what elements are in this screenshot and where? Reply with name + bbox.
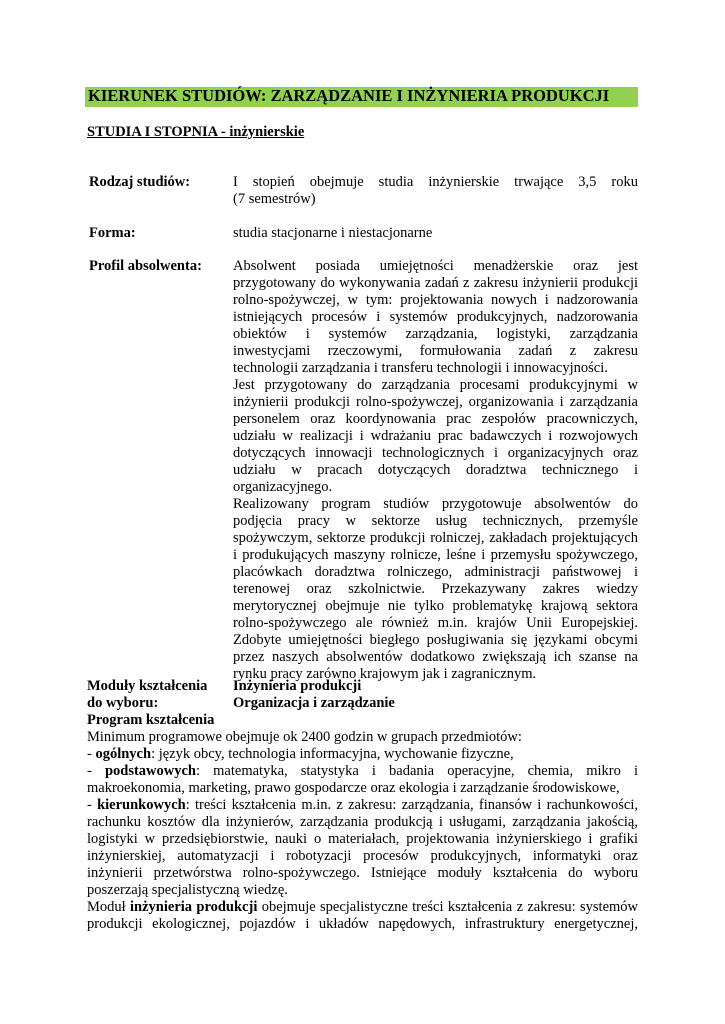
modul-prefix: Moduł: [87, 899, 131, 915]
podstawowe-term: podstawowych: [104, 763, 196, 779]
ogolne-text: : język obcy, technologia informacyjna, wychowanie fizyczne,: [151, 746, 514, 762]
profil-line: rolno-spożywczego ale również m.in. krajów Unii Europejskiej.: [233, 615, 638, 631]
kierunkowe-line: inżynierskiej, automatyzacji i robotyzacji procesów produkcyjnych, informatyki oraz: [87, 848, 638, 864]
profil-line: obiektów i systemów zarządzania, logistyki, zarządzania: [233, 326, 638, 342]
kierunkowe-text: : treści kształcenia m.in. z zakresu: zarządzania, finansów i rachunkowości,: [185, 797, 638, 813]
kierunkowe-line: inżynierii przetwórstwa rolno-spożywczego. Istniejące moduły kształcenia do wyboru: [87, 865, 638, 881]
kierunkowe-last: poszerzają specjalistyczną wiedzę.: [87, 882, 288, 898]
ogolne-line: [87, 746, 638, 763]
rodzaj-value: [233, 174, 638, 208]
profil-line: rolno-spożywczej, w tym: projektowania nowych i nadzorowania: [233, 292, 638, 308]
forma-label: Forma:: [89, 225, 136, 241]
profil-line: inżynierii produkcji rolno-spożywczej, organizowania i zarządzania: [233, 394, 638, 410]
modul-term: inżynieria produkcji: [130, 899, 258, 915]
profil-line: terenowej oraz szkolnictwie. Przekazywany zakres wiedzy: [233, 581, 638, 597]
profil-line: placówkach doradztwa rolniczego, administracji państwowej i: [233, 564, 638, 580]
ogolne-term: ogólnych: [95, 746, 152, 762]
profil-line: inwestycjami rzeczowymi, formułowania zadań z zakresu: [233, 343, 638, 359]
profil-line: rynku pracy zarówno krajowym jak i zagranicznym.: [233, 666, 537, 682]
modul-line: [87, 899, 638, 916]
bullet-dash: -: [87, 763, 105, 779]
bullet-dash: -: [87, 746, 96, 762]
modul-inzynieria: Inżynieria produkcji: [233, 678, 362, 694]
program-heading: Program kształcenia: [87, 712, 215, 728]
podstawowe-text: : matematyka, statystyka i badania operacyjne, chemia, mikro i: [196, 763, 638, 779]
page-subtitle: STUDIA I STOPNIA - inżynierskie: [87, 124, 305, 140]
profil-line: Zdobyte umiejętności biegłego posługiwania się językami obcymi: [233, 632, 638, 648]
bullet-dash: -: [87, 797, 98, 813]
profil-line: udziału w realizacji i wdrażaniu prac badawczych i rozwojowych: [233, 428, 638, 444]
profil-line: personelem oraz koordynowania prac zespołów pracowniczych,: [233, 411, 638, 427]
profil-line: organizacyjnego.: [233, 479, 333, 495]
profil-line: Jest przygotowany do zarządzania procesami produkcyjnymi w: [233, 377, 638, 393]
profil-line: i produkujących maszyny rolnicze, leśne i przemysłu spożywczego,: [233, 547, 638, 563]
rodzaj-line: (7 semestrów): [233, 191, 316, 207]
kierunkowe-term: kierunkowych: [97, 797, 186, 813]
profil-line: Realizowany program studiów przygotowuje absolwentów do: [233, 496, 638, 512]
kierunkowe-line: rachunku kosztów dla inżynierów, zarządzania produkcją i usługami, zarządzania jakością,: [87, 814, 638, 830]
profil-line: udziału w pracach dotyczących doradztwa technicznego i: [233, 462, 638, 478]
profil-line: dotyczących innowacji technologicznych i organizacyjnych oraz: [233, 445, 638, 461]
kierunkowe-line: logistyki w przedsiębiorstwie, nauki o materiałach, projektowania inżynierskiego i grafiki: [87, 831, 638, 847]
profil-line: podjęcia pracy w sektorze usług technicznych, przemyśle: [233, 513, 638, 529]
rodzaj-label: Rodzaj studiów:: [89, 174, 191, 190]
profil-line: przez naszych absolwentów dodatkowo zwiększają ich szanse na: [233, 649, 638, 665]
modul-organizacja: Organizacja i zarządzanie: [233, 695, 395, 711]
modul-text: obejmuje specjalistyczne treści kształcenia z zakresu: systemów: [257, 899, 638, 915]
forma-value: studia stacjonarne i niestacjonarne: [233, 225, 433, 241]
podstawowe-line2: makroekonomia, marketing, prawo gospodarcze oraz ekologia i zarządzanie środowiskowe,: [87, 780, 620, 796]
program-intro: Minimum programowe obejmuje ok 2400 godzin w grupach przedmiotów:: [87, 729, 522, 745]
profil-text: [233, 258, 638, 683]
program-body: [87, 729, 638, 933]
profil-line: istniejących procesów i systemów produkcyjnych, nadzorowania: [233, 309, 638, 325]
podstawowe-line: [87, 763, 638, 780]
profil-label: Profil absolwenta:: [89, 258, 202, 274]
profil-line: spożywczym, sektorze produkcji rolniczej, zakładach projektujących: [233, 530, 638, 546]
moduly-label-line1: Moduły kształcenia: [87, 678, 208, 694]
profil-line: przygotowany do wykonywania zadań z zakresu inżynierii produkcji: [233, 275, 638, 291]
kierunkowe-line: [87, 797, 638, 814]
profil-line: Absolwent posiada umiejętności menadżerskie oraz jest: [233, 258, 638, 274]
page-title: KIERUNEK STUDIÓW: ZARZĄDZANIE I INŻYNIERIA PRODUKCJI: [88, 86, 610, 105]
profil-line: merytorycznej obejmuje nie tylko problematykę krajową sektora: [233, 598, 638, 614]
profil-line: technologii zarządzania i transferu technologii i innowacyjności.: [233, 360, 608, 376]
rodzaj-line: I stopień obejmuje studia inżynierskie trwające 3,5 roku: [233, 174, 638, 190]
modul-line2: produkcji ekologicznej, pojazdów i układów napędowych, infrastruktury energetycznej,: [87, 916, 638, 932]
moduly-label-line2: do wyboru:: [87, 695, 159, 711]
